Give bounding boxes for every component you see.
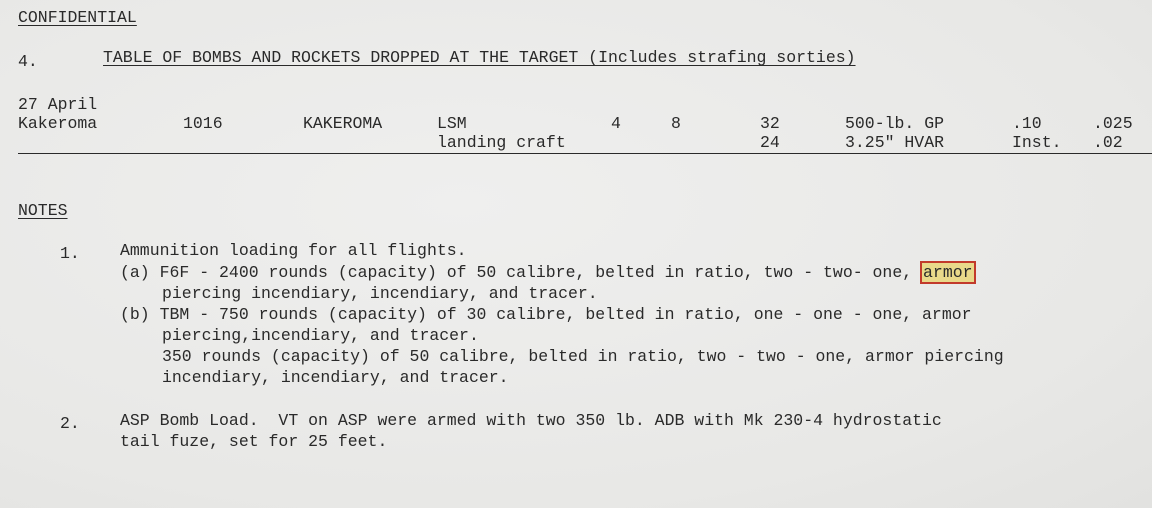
section-title: TABLE OF BOMBS AND ROCKETS DROPPED AT THE TARGET (Includes strafing sorties) — [103, 48, 856, 67]
row2-target: landing craft — [437, 133, 566, 152]
row1-col-a: 4 — [611, 114, 621, 133]
note-2-line2: tail fuze, set for 25 feet. — [120, 432, 388, 451]
note-1a-line2: piercing incendiary, incendiary, and tracer. — [162, 284, 598, 303]
row1-fuze-tail: .025 — [1093, 114, 1133, 133]
table-bottom-rule — [18, 153, 1152, 154]
table-target-area: KAKEROMA — [303, 114, 383, 133]
row1-col-b: 8 — [671, 114, 681, 133]
note-1b-line1: (b) TBM - 750 rounds (capacity) of 30 calibre, belted in ratio, one - one - one, armor — [120, 305, 972, 324]
table-date: 27 April — [18, 95, 98, 114]
classification-label: CONFIDENTIAL — [18, 8, 137, 27]
note-2-number: 2. — [60, 414, 80, 433]
row1-target: LSM — [437, 114, 467, 133]
note-1-title: Ammunition loading for all flights. — [120, 241, 467, 260]
note-1-number: 1. — [60, 244, 80, 263]
note-1b-line3: 350 rounds (capacity) of 50 calibre, belted in ratio, two - two - one, armor piercing — [162, 347, 1004, 366]
row2-ordnance: 3.25" HVAR — [845, 133, 945, 152]
note-2-line1: ASP Bomb Load. VT on ASP were armed with two 350 lb. ADB with Mk 230-4 hydrostatic — [120, 411, 942, 430]
highlighted-word: armor — [923, 263, 973, 282]
note-1b-line2: piercing,incendiary, and tracer. — [162, 326, 479, 345]
note-1b-line4: incendiary, incendiary, and tracer. — [162, 368, 509, 387]
row1-fuze-nose: .10 — [1012, 114, 1042, 133]
note-1a-line1-text: (a) F6F - 2400 rounds (capacity) of 50 calibre, belted in ratio, two - two- one, — [120, 263, 923, 282]
row2-count: 24 — [760, 133, 780, 152]
note-1a-line1 — [120, 263, 974, 283]
row1-count: 32 — [760, 114, 780, 133]
row2-fuze-nose: Inst. — [1012, 133, 1062, 152]
notes-heading: NOTES — [18, 201, 68, 220]
row2-fuze-tail: .02 — [1093, 133, 1123, 152]
table-location: Kakeroma — [18, 114, 98, 133]
table-time: 1016 — [183, 114, 223, 133]
section-number: 4. — [18, 52, 38, 71]
row1-ordnance: 500-lb. GP — [845, 114, 945, 133]
